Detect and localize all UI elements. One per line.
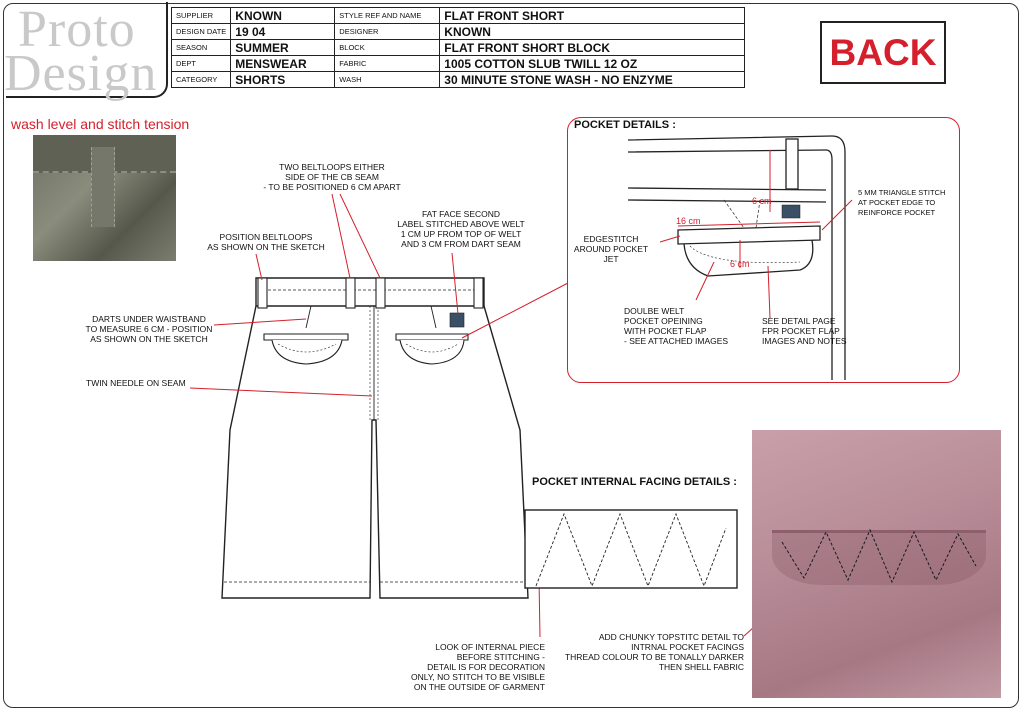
spec-value: MENSWEAR xyxy=(231,56,335,72)
logo-line-2: Design xyxy=(4,45,158,102)
spec-label: BLOCK xyxy=(335,40,440,56)
spec-value: FLAT FRONT SHORT BLOCK xyxy=(440,40,745,56)
note-see-detail: SEE DETAIL PAGE FPR POCKET FLAP IMAGES AND NOTES xyxy=(762,316,847,346)
note-look-internal: LOOK OF INTERNAL PIECE BEFORE STITCHING - DETAIL IS FOR DECORATION ONLY, NO STITCH TO BE VISIBLE ON THE OUTSIDE OF GARMENT xyxy=(411,642,545,692)
spec-label: SUPPLIER xyxy=(172,8,231,24)
spec-label: DESIGN DATE xyxy=(172,24,231,40)
note-triangle-stitch: 5 MM TRIANGLE STITCH AT POCKET EDGE TO REINFORCE POCKET xyxy=(858,188,946,217)
spec-value: 1005 COTTON SLUB TWILL 12 OZ xyxy=(440,56,745,72)
logo-line-1: Proto xyxy=(18,1,136,58)
pocket-facing-photo xyxy=(752,430,1001,698)
spec-label: FABRIC xyxy=(335,56,440,72)
shorts-outline xyxy=(222,278,528,598)
beltloops xyxy=(258,278,483,308)
wash-title: wash level and stitch tension xyxy=(11,116,190,132)
spec-label: WASH xyxy=(335,72,440,88)
note-chunky-topstitch: ADD CHUNKY TOPSTITC DETAIL TO INTRNAL POCKET FACINGS THREAD COLOUR TO BE TONALLY DARKER THEN SHELL FABRIC xyxy=(564,632,744,672)
dimension-6cm-top: 6 cm xyxy=(752,196,772,206)
spec-value: SHORTS xyxy=(231,72,335,88)
fat-face-label xyxy=(450,313,464,327)
spec-value: KNOWN xyxy=(440,24,745,40)
spec-label: CATEGORY xyxy=(172,72,231,88)
note-position-beltloops: POSITION BELTLOOPS AS SHOWN ON THE SKETCH xyxy=(207,232,325,252)
pocket-details-heading: POCKET DETAILS : xyxy=(574,119,676,131)
note-double-welt: DOULBE WELT POCKET OPEINING WITH POCKET FLAP - SEE ATTACHED IMAGES xyxy=(624,306,729,346)
spec-label: DEPT xyxy=(172,56,231,72)
dimension-16cm: 16 cm xyxy=(676,216,701,226)
spec-value: 19 04 xyxy=(231,24,335,40)
topstitch-overlay xyxy=(752,430,1001,698)
spec-value: 30 MINUTE STONE WASH - NO ENZYME xyxy=(440,72,745,88)
note-twin-needle: TWIN NEEDLE ON SEAM xyxy=(86,378,186,388)
dimension-6cm-mid: 6 cm xyxy=(730,259,750,269)
note-edgestitch: EDGESTITCH AROUND POCKET JET xyxy=(573,234,649,264)
spec-value: SUMMER xyxy=(231,40,335,56)
view-label-back: BACK xyxy=(820,21,946,84)
back-pockets xyxy=(264,334,468,364)
spec-label: DESIGNER xyxy=(335,24,440,40)
internal-facing-diagram xyxy=(525,510,737,588)
note-beltloops-cb: TWO BELTLOOPS EITHER SIDE OF THE CB SEAM - TO BE POSITIONED 6 CM APART xyxy=(263,162,401,192)
note-darts: DARTS UNDER WAISTBAND TO MEASURE 6 CM - POSITION AS SHOWN ON THE SKETCH xyxy=(85,314,213,344)
spec-label: SEASON xyxy=(172,40,231,56)
spec-value: FLAT FRONT SHORT xyxy=(440,8,745,24)
spec-label: STYLE REF AND NAME xyxy=(335,8,440,24)
darts xyxy=(306,306,436,328)
spec-value: KNOWN xyxy=(231,8,335,24)
note-fat-face-label: FAT FACE SECOND LABEL STITCHED ABOVE WELT 1 CM UP FROM TOP OF WELT AND 3 CM FROM DART SEAM xyxy=(397,209,525,249)
internal-facing-heading: POCKET INTERNAL FACING DETAILS : xyxy=(532,476,737,488)
